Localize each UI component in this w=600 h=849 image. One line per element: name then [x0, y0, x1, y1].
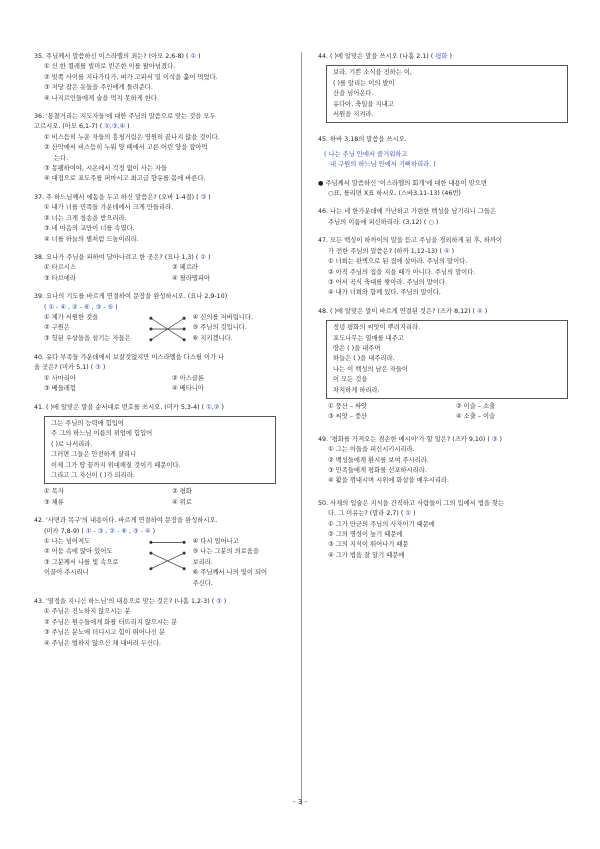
question-text: 49. '평화를 가져오는 겸손한 메시아'가 할 일은? (즈카 9,10) (: [318, 435, 490, 443]
note-text: ○표, 틀리면 X표 하시오. (스바3,11-13) (46번): [328, 190, 461, 198]
question-text: 45. 하바 3,18의 말씀을 쓰시오.: [318, 136, 407, 144]
question-text: 43. '열정을 지니신 하느님'의 내용으로 맞는 것은? (나훔 1,2-3) (: [34, 598, 215, 606]
answer: ①: [200, 253, 206, 261]
question-text: 올 곳은? (미카 5,1) (: [34, 364, 94, 372]
question-47: 47. 모든 백성이 하까이의 말을 듣고 주님을 경외하게 된 후, 하까이 가 전한 주님의 말씀은? (하까 1,12-13) ( ④ ) ① 너희는 판벽으로 된 집에 살아라. 주님의 말이다. ② 아직 주님의 집을 지을 때가 아니다. 주님의 말이다. ③ 어서 곡식 축대를 쌓아라. 주님의 말이다. ④ 내가 너희와 함께 있다. 주님의 말이다.: [318, 236, 584, 298]
question-text: 고르시오. (아모 6,1-7) (: [34, 123, 103, 131]
option: ② 산막에서 비스듬히 누워 양 떼에서 고른 어린 양을 잡아먹: [44, 144, 208, 152]
question-text: 44. ( )에 알맞은 말을 쓰시오 (나훔 2,1) (: [318, 53, 434, 60]
option: ④ 너를 하늘의 별처럼 드높이리라.: [44, 235, 139, 243]
answer: ( 나는 주님 안에서 즐거워하고: [324, 150, 408, 158]
matching-group: [34, 313, 300, 345]
option: ④ 주님은 벌하지 않으신 채 내버려 두신다.: [44, 639, 161, 647]
note-text: ● 주님께서 말씀하신 '이스라엘의 회개'에 대한 내용이 맞으면: [318, 179, 487, 187]
option: ① 내가 너를 민족들 가운데에서 크게 만들리라.: [44, 204, 174, 212]
box-line: 산을 넘어온다.: [333, 90, 374, 98]
option: 는다.: [54, 154, 69, 162]
answer: ( ① - ④ , ② - ⑥ , ③ - ⑤ ): [44, 303, 118, 311]
box-line: 그리고 그 자신이 ( )가 되리라.: [51, 472, 135, 479]
match-left-item: 이끌어 주시리니: [44, 569, 89, 577]
match-left-item: ① 제가 서원한 것을: [44, 313, 99, 321]
question-41: 41. ( )에 알맞은 말을 순서대로 번호를 쓰시오. (미카 5,3-4) ( ①,② ) 그는 주님의 능력에 힘입어 주 그의 하느님 이름의 위엄에 힘입어 ( )로 나서리라. 그러면 그들은 안전하게 살리니 이제 그가 땅 끝까지 위대해질 것이기 때문이다. 그리고 그 자신이 ( )가 되리라. ① 목자 ② 평화 ③ 체류 ④ 위로: [34, 403, 300, 509]
answer: ④: [443, 247, 450, 255]
match-right-item: ④ 다시 일어나고: [192, 538, 239, 546]
option: ② 평화: [172, 488, 192, 496]
option: ① 타르시스: [44, 264, 76, 272]
answer: ①,③,④: [104, 123, 126, 131]
question-text: 40. 유다 부족들 가운데에서 보잘것없지만 이스라엘을 다스릴 이가 나: [34, 353, 225, 361]
option: ④ 나지르인들에게 술을 먹지 못하게 한다.: [44, 94, 159, 102]
answer: ①,②: [206, 403, 220, 411]
question-50: 50. 사제의 입술은 지식을 간직하고 사람들이 그의 입에서 법을 찾는 다. 그 이유는? (말라 2,7) ( ① ) ① 그가 만군의 주님의 사자이기 때문에 ② 그의 명성이 높기 때문에 ③ 그의 지식이 뛰어나기 때문 ④ 그가 법을 잘 알기 때문에: [318, 499, 584, 561]
question-text: 주님의 이름에 피신하리라. (3,12) (: [328, 218, 427, 226]
option: ③ 저당 잡은 옷들을 주인에게 돌려준다.: [44, 84, 153, 92]
options-grid: [318, 402, 584, 423]
question-45: [318, 135, 584, 170]
match-right-item: ④ 신의를 저버립니다.: [192, 313, 253, 321]
box-line: ( )를 알리는 이의 발이: [333, 79, 395, 87]
option: ① 비스듬히 누운 자들의 흥청거림은 영원히 끝나지 않을 것이다.: [44, 133, 220, 141]
question-43: 43. '열정을 지니신 하느님'의 내용으로 맞는 것은? (나훔 1,2-3) ( ③ ) ① 주님은 진노하지 않으시는 분 ② 주님은 원수들에게 화를 터뜨리지 않으시는 분 ③ 주님은 분노에 더디시고 힘이 뛰어나신 분 ④ 주님은 벌하지 않으신 채 내버려 두신다.: [34, 597, 300, 649]
right-column: [318, 52, 584, 569]
question-text: 47. 모든 백성이 하까이의 말을 듣고 주님을 경외하게 된 후, 하까이: [318, 237, 503, 245]
box-line: 하늘은 ( )을 내주리라.: [333, 355, 395, 363]
question-42: 42. '사면과 목구'의 내용이다. 바르게 연결하여 문장을 완성하시오. (미카 7,8-9) ( ① - ③ , ② - ⑥ , ③ - ④ ) ① 나는 넘어져도 ② 어둠 속에 앉아 있어도 ③ 그분께서 나를 빛 속으로 이끌어 주시리니 ④ 다시 일어나고 ⑤ 나는 그분의 의로움을 보리라. ⑥ 주님께서 나의 빛이 되어 주신다.: [34, 516, 300, 589]
option: ② 그의 명성이 높기 때문에: [328, 531, 403, 539]
options-grid: [34, 374, 300, 395]
answer: ①: [405, 510, 411, 518]
option: ④ 대접으로 포도주를 퍼마시고 최고급 향유를 몸에 바른다.: [44, 175, 206, 183]
box-line: 차지하게 하리라.: [333, 386, 380, 394]
option: ① 너희는 판벽으로 된 집에 살아라. 주님의 말이다.: [328, 258, 468, 266]
option: ② 주님은 원수들에게 화를 터뜨리지 않으시는 분: [44, 618, 178, 626]
question-text: 35. 주님께서 말씀하신 이스라엘의 죄는? (아모 2,6-8) (: [34, 53, 189, 60]
option: ④ 내가 너희와 함께 있다. 주님의 말이다.: [328, 289, 441, 297]
question-ref: (미카 7,8-9) (: [44, 527, 84, 535]
question-49: 49. '평화를 가져오는 겸손한 메시아'가 할 일은? (즈카 9,10) ( ③ ) ① 그는 이들을 피신시키시리라. ② 백성들에게 환시를 보여 주시리라. ③ 민족들에게 평화를 선포하시리라. ④ 활을 꺾내시며 시위에 화살을 메우시리라.: [318, 435, 584, 487]
option: ④ 소출 – 이슬: [456, 413, 496, 421]
match-left-item: ③ 헛된 우상들을 섬기는 자들은: [44, 334, 131, 342]
option: ① 그가 만군의 주님의 사자이기 때문에: [328, 520, 435, 528]
match-right-item: 보리라.: [192, 558, 213, 566]
option: ② 백성들에게 환시를 보여 주시리라.: [328, 456, 429, 464]
column-divider: [301, 52, 302, 805]
match-lines: [148, 537, 187, 579]
option: ① 목자: [44, 488, 64, 496]
match-lines: [148, 313, 187, 345]
matching-group: [34, 537, 300, 589]
box-line: 포도나무는 열매를 내주고: [333, 334, 404, 342]
option: ② 빚쪽 사이를 지나가다가, 벼가 고파서 밀 이삭을 훑어 먹었다.: [44, 73, 218, 81]
answer: 내 구원의 하느님 안에서 기뻐하리라. ): [330, 161, 436, 169]
answer: ①: [190, 53, 197, 60]
question-text: 46. 나는 네 한가운데에 가난하고 가련한 백성을 남기리니 그들은: [318, 208, 497, 216]
question-text: 39. 요나의 기도를 바르게 연결하여 문장을 완성하시오. (요나 2,9-10): [34, 293, 228, 301]
box-line: 이 모든 것을: [333, 376, 368, 384]
box-line: 유다아, 축일을 지내고: [333, 100, 394, 108]
option: ④ 필라델피아: [172, 274, 211, 282]
box-line: 주 그의 하느님 이름의 위엄에 힘입어: [51, 430, 153, 438]
option: ③ 체류: [44, 498, 64, 506]
question-48: 48. ( )에 알맞은 말이 바르게 연결된 것은? (즈카 8,12) ( ④ ) 정녕 평화의 씨앗이 뿌려지리라. 포도나무는 열매를 내주고 땅은 ( )을 내주며 하늘은 ( )을 내주리라. 나는 이 백성의 남은 자들이 이 모든 것을 차지하게 하리라. ① 풍산 – 싸앗 ② 이슬 – 소출 ③ 씨앗 – 풍산 ④ 소출 – 이슬: [318, 307, 584, 423]
option: ③ 그의 지식이 뛰어나기 때문: [328, 541, 409, 549]
question-44: 44. ( )에 알맞은 말을 쓰시오 (나훔 2,1) ( 평화 ) 보라, 기쁜 소식을 전하는 이, ( )를 알리는 이의 발이 산을 넘어온다. 유다아, 축일을 지내고 서원을 지켜라.: [318, 52, 584, 123]
match-right-item: ⑤ 주님의 것입니다.: [192, 324, 247, 332]
box-line: 보라, 기쁜 소식을 전하는 이,: [333, 69, 412, 77]
box-line: 나는 이 백성의 남은 자들이: [333, 365, 408, 373]
option: ② 이슬 – 소출: [456, 402, 496, 410]
page-number: - 3 -: [293, 798, 307, 806]
option: ① 신 한 켤레를 빌미로 빈곤한 이를 팔아넘겼다.: [44, 63, 176, 71]
question-46: 46. 나는 네 한가운데에 가난하고 가련한 백성을 남기리니 그들은 주님의 이름에 피신하리라. (3,12) ( ○ ): [318, 207, 584, 228]
match-left-item: ② 구원은: [44, 324, 70, 332]
match-right-item: ⑤ 나는 그분의 의로움을: [192, 548, 260, 556]
question-text: 다. 그 이유는? (말라 2,7) (: [328, 510, 404, 518]
option: ④ 활을 꺾내시며 시위에 화살을 메우시리라.: [328, 477, 450, 485]
option: ③ 어서 곡식 축대를 쌓아라. 주님의 말이다.: [328, 278, 447, 286]
options-grid: [34, 487, 300, 508]
option: ③ 민족들에게 평화를 선포하시리라.: [328, 467, 427, 474]
box-line: 땅은 ( )을 내주며: [333, 344, 381, 352]
answer: ③: [200, 193, 207, 201]
question-text: 38. 요나가 주님을 피하여 달아나려고 한 곳은? (요나 1,3) (: [34, 253, 199, 261]
question-text: 48. ( )에 알맞은 말이 바르게 연결된 것은? (즈카 8,12) (: [318, 307, 476, 315]
question-text: 가 전한 주님의 말씀은? (하까 1,12-13) (: [328, 247, 442, 255]
question-40: 40. 유다 부족들 가운데에서 보잘것없지만 이스라엘을 다스릴 이가 나 올 곳은? (미카 5,1) ( ③ ) ① 사마리아 ② 아스클론 ③ 베들레험 ④ 베타니아: [34, 353, 300, 395]
box-line: ( )로 나서리라.: [51, 440, 93, 448]
option: ③ 몽팽하여야, 시온에서 걱정 없이 사는 자들: [44, 165, 168, 173]
option: ② 너는 크게 칭송을 받으리라.: [44, 214, 127, 222]
box-line: 이제 그가 땅 끝까지 위대해질 것이기 때문이다.: [51, 461, 181, 469]
option: ② 페르라: [172, 264, 198, 272]
option: ④ 베타니아: [172, 385, 204, 393]
option: ① 주님은 진노하지 않으시는 분: [44, 608, 131, 616]
option: ③ 네 마음의 교만이 너를 속였다.: [44, 225, 135, 233]
question-35: 35. 주님께서 말씀하신 이스라엘의 죄는? (아모 2,6-8) ( ① ) ① 신 한 켤레를 빌미로 빈곤한 이를 팔아넘겼다. ② 빚쪽 사이를 지나가다가, 벼가 고파서 밀 이삭을 훑어 먹었다. ③ 저당 잡은 옷들을 주인에게 돌려준다. ④ 나지르인들에게 술을 먹지 못하게 한다.: [34, 52, 300, 104]
box-line: 정녕 평화의 씨앗이 뿌려지리라.: [333, 324, 421, 332]
option: ④ 위로: [172, 498, 192, 506]
question-text: 41. ( )에 알맞은 말을 순서대로 번호를 쓰시오. (미카 5,3-4) (: [34, 403, 205, 411]
answer: ③: [216, 598, 222, 606]
answer: ④: [477, 307, 483, 315]
match-left-item: ② 어둠 속에 앉아 있어도: [44, 548, 113, 556]
match-right-item: 주신다.: [192, 579, 213, 587]
option: ③ 씨앗 – 풍산: [328, 413, 368, 421]
scripture-box: [326, 65, 568, 123]
question-39: [34, 292, 300, 345]
answer: 평화: [435, 53, 448, 60]
option: ② 아직 주님의 집을 지을 때가 아니다. 주님의 말이다.: [328, 268, 476, 276]
option: ① 사마리아: [44, 374, 76, 382]
match-left-item: ① 나는 넘어져도: [44, 538, 91, 546]
option: ① 그는 이들을 피신시키시리라.: [328, 446, 415, 454]
option: ② 아스클론: [172, 374, 204, 382]
instruction-note: [318, 179, 584, 200]
question-text: 50. 사제의 입술은 지식을 간직하고 사람들이 그의 입에서 법을 찾는: [318, 499, 505, 507]
option: ③ 주님은 분노에 더디시고 힘이 뛰어나신 분: [44, 629, 166, 637]
option: ③ 베들레험: [44, 385, 76, 393]
answer: ③: [491, 435, 498, 443]
answer: ③: [95, 364, 101, 372]
question-text: 42. '사면과 목구'의 내용이다. 바르게 연결하여 문장을 완성하시오.: [34, 517, 218, 525]
question-37: 37. 주 하느님께서 에돔을 두고 하신 말씀은? (오바 1-4절) ( ③ ) ① 내가 너를 민족들 가운데에서 크게 만들리라. ② 너는 크게 칭송을 받으리라. ③ 네 마음의 교만이 너를 속였다. ④ 너를 하늘의 별처럼 드높이리라.: [34, 193, 300, 245]
options-grid: [34, 263, 300, 284]
option: ① 풍산 – 싸앗: [328, 402, 368, 410]
question-36: 36. '통찰거리는 지도자들'에 대한 주님의 말씀으로 맞는 것을 모두 고르시오. (아모 6,1-7) ( ①,③,④ ) ① 비스듬히 누운 자들의 흥청거림은 영원히 끝나지 않을 것이다. ② 산막에서 비스듬히 누워 양 떼에서 고른 어린 양을 잡아먹 는다. ③ 몽팽하여야, 시온에서 걱정 없이 사는 자들 ④ 대접으로 포도주를 퍼마시고 최고급 향유를 몸에 바른다.: [34, 112, 300, 185]
box-line: 그러면 그들은 안전하게 살리니: [51, 451, 137, 459]
option: ③ 타브에라: [44, 274, 76, 282]
box-line: 서원을 지켜라.: [333, 111, 374, 119]
box-line: 그는 주님의 능력에 힘입어: [51, 419, 124, 427]
question-text: 37. 주 하느님께서 에돔을 두고 하신 말씀은? (오바 1-4절) (: [34, 193, 199, 201]
option: ④ 그가 법을 잘 알기 때문에: [328, 551, 405, 559]
scripture-box: [44, 416, 276, 484]
scripture-box: [326, 320, 568, 399]
answer: ○: [428, 218, 434, 226]
left-column: [34, 52, 300, 657]
answer: ① - ③ , ② - ⑥ , ③ - ④: [85, 527, 151, 535]
question-text: 36. '통찰거리는 지도자들'에 대한 주님의 말씀으로 맞는 것을 모두: [34, 113, 216, 121]
match-left-item: ③ 그분께서 나를 빛 속으로: [44, 558, 119, 566]
match-right-item: ⑥ 주님께서 나의 빛이 되어: [192, 569, 268, 577]
question-38: 38. 요나가 주님을 피하여 달아나려고 한 곳은? (요나 1,3) ( ① ) ① 타르시스 ② 페르라 ③ 타브에라 ④ 필라델피아: [34, 253, 300, 284]
match-right-item: ⑥ 지키겠니다.: [192, 334, 233, 342]
